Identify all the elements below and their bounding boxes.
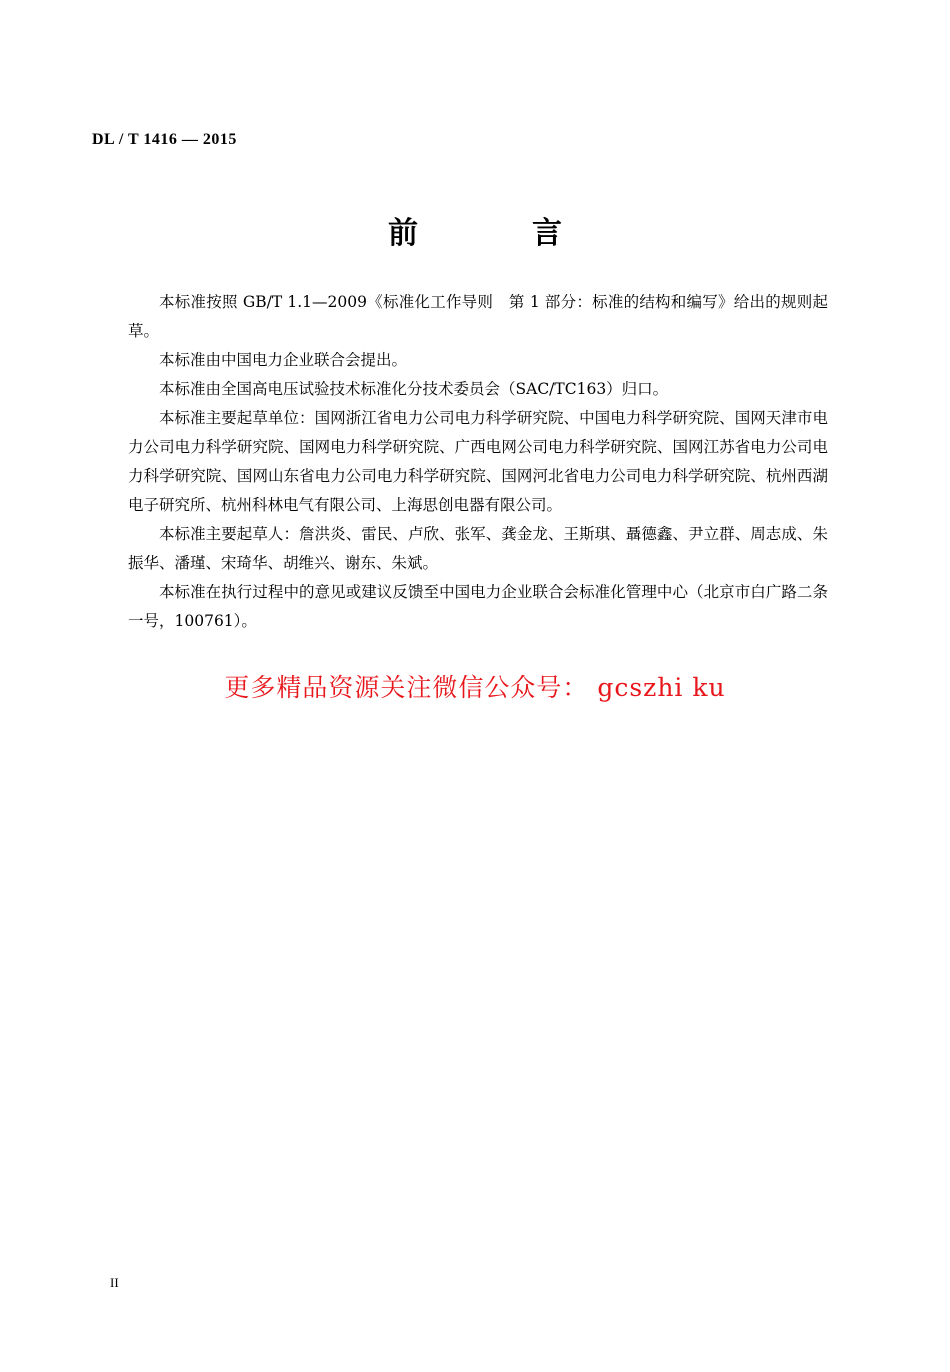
page-title: 前 言: [388, 216, 580, 251]
foreword-body: [128, 288, 828, 636]
paragraph: 本标准主要起草人：詹洪炎、雷民、卢欣、张军、龚金龙、王斯琪、聶德鑫、尹立群、周志成、朱振华、潘瑾、宋琦华、胡维兴、谢东、朱斌。: [128, 525, 828, 572]
page-number: II: [110, 1275, 119, 1290]
paragraph: 本标准由全国高电压试验技术标准化分技术委员会（SAC/TC163）归口。: [159, 380, 669, 398]
paragraph: 本标准按照 GB/T 1.1—2009《标准化工作导则 第 1 部分：标准的结构和编写》给出的规则起草。: [128, 293, 828, 340]
paragraph: 本标准在执行过程中的意见或建议反馈至中国电力企业联合会标准化管理中心（北京市白广路二条一号，100761）。: [128, 583, 828, 630]
watermark-text: 更多精品资源关注微信公众号： gcszhi ku: [224, 673, 726, 702]
running-header-standard-code: DL / T 1416 — 2015: [92, 131, 237, 148]
paragraph: 本标准主要起草单位：国网浙江省电力公司电力科学研究院、中国电力科学研究院、国网天津市电力公司电力科学研究院、国网电力科学研究院、广西电网公司电力科学研究院、国网江苏省电力公司电力科学研究院、国网山东省电力公司电力科学研究院、国网河北省电力公司电力科学研究院、杭州西湖电子研究所、杭州科林电气有限公司、上海思创电器有限公司。: [128, 409, 828, 514]
paragraph: 本标准由中国电力企业联合会提出。: [159, 351, 408, 369]
